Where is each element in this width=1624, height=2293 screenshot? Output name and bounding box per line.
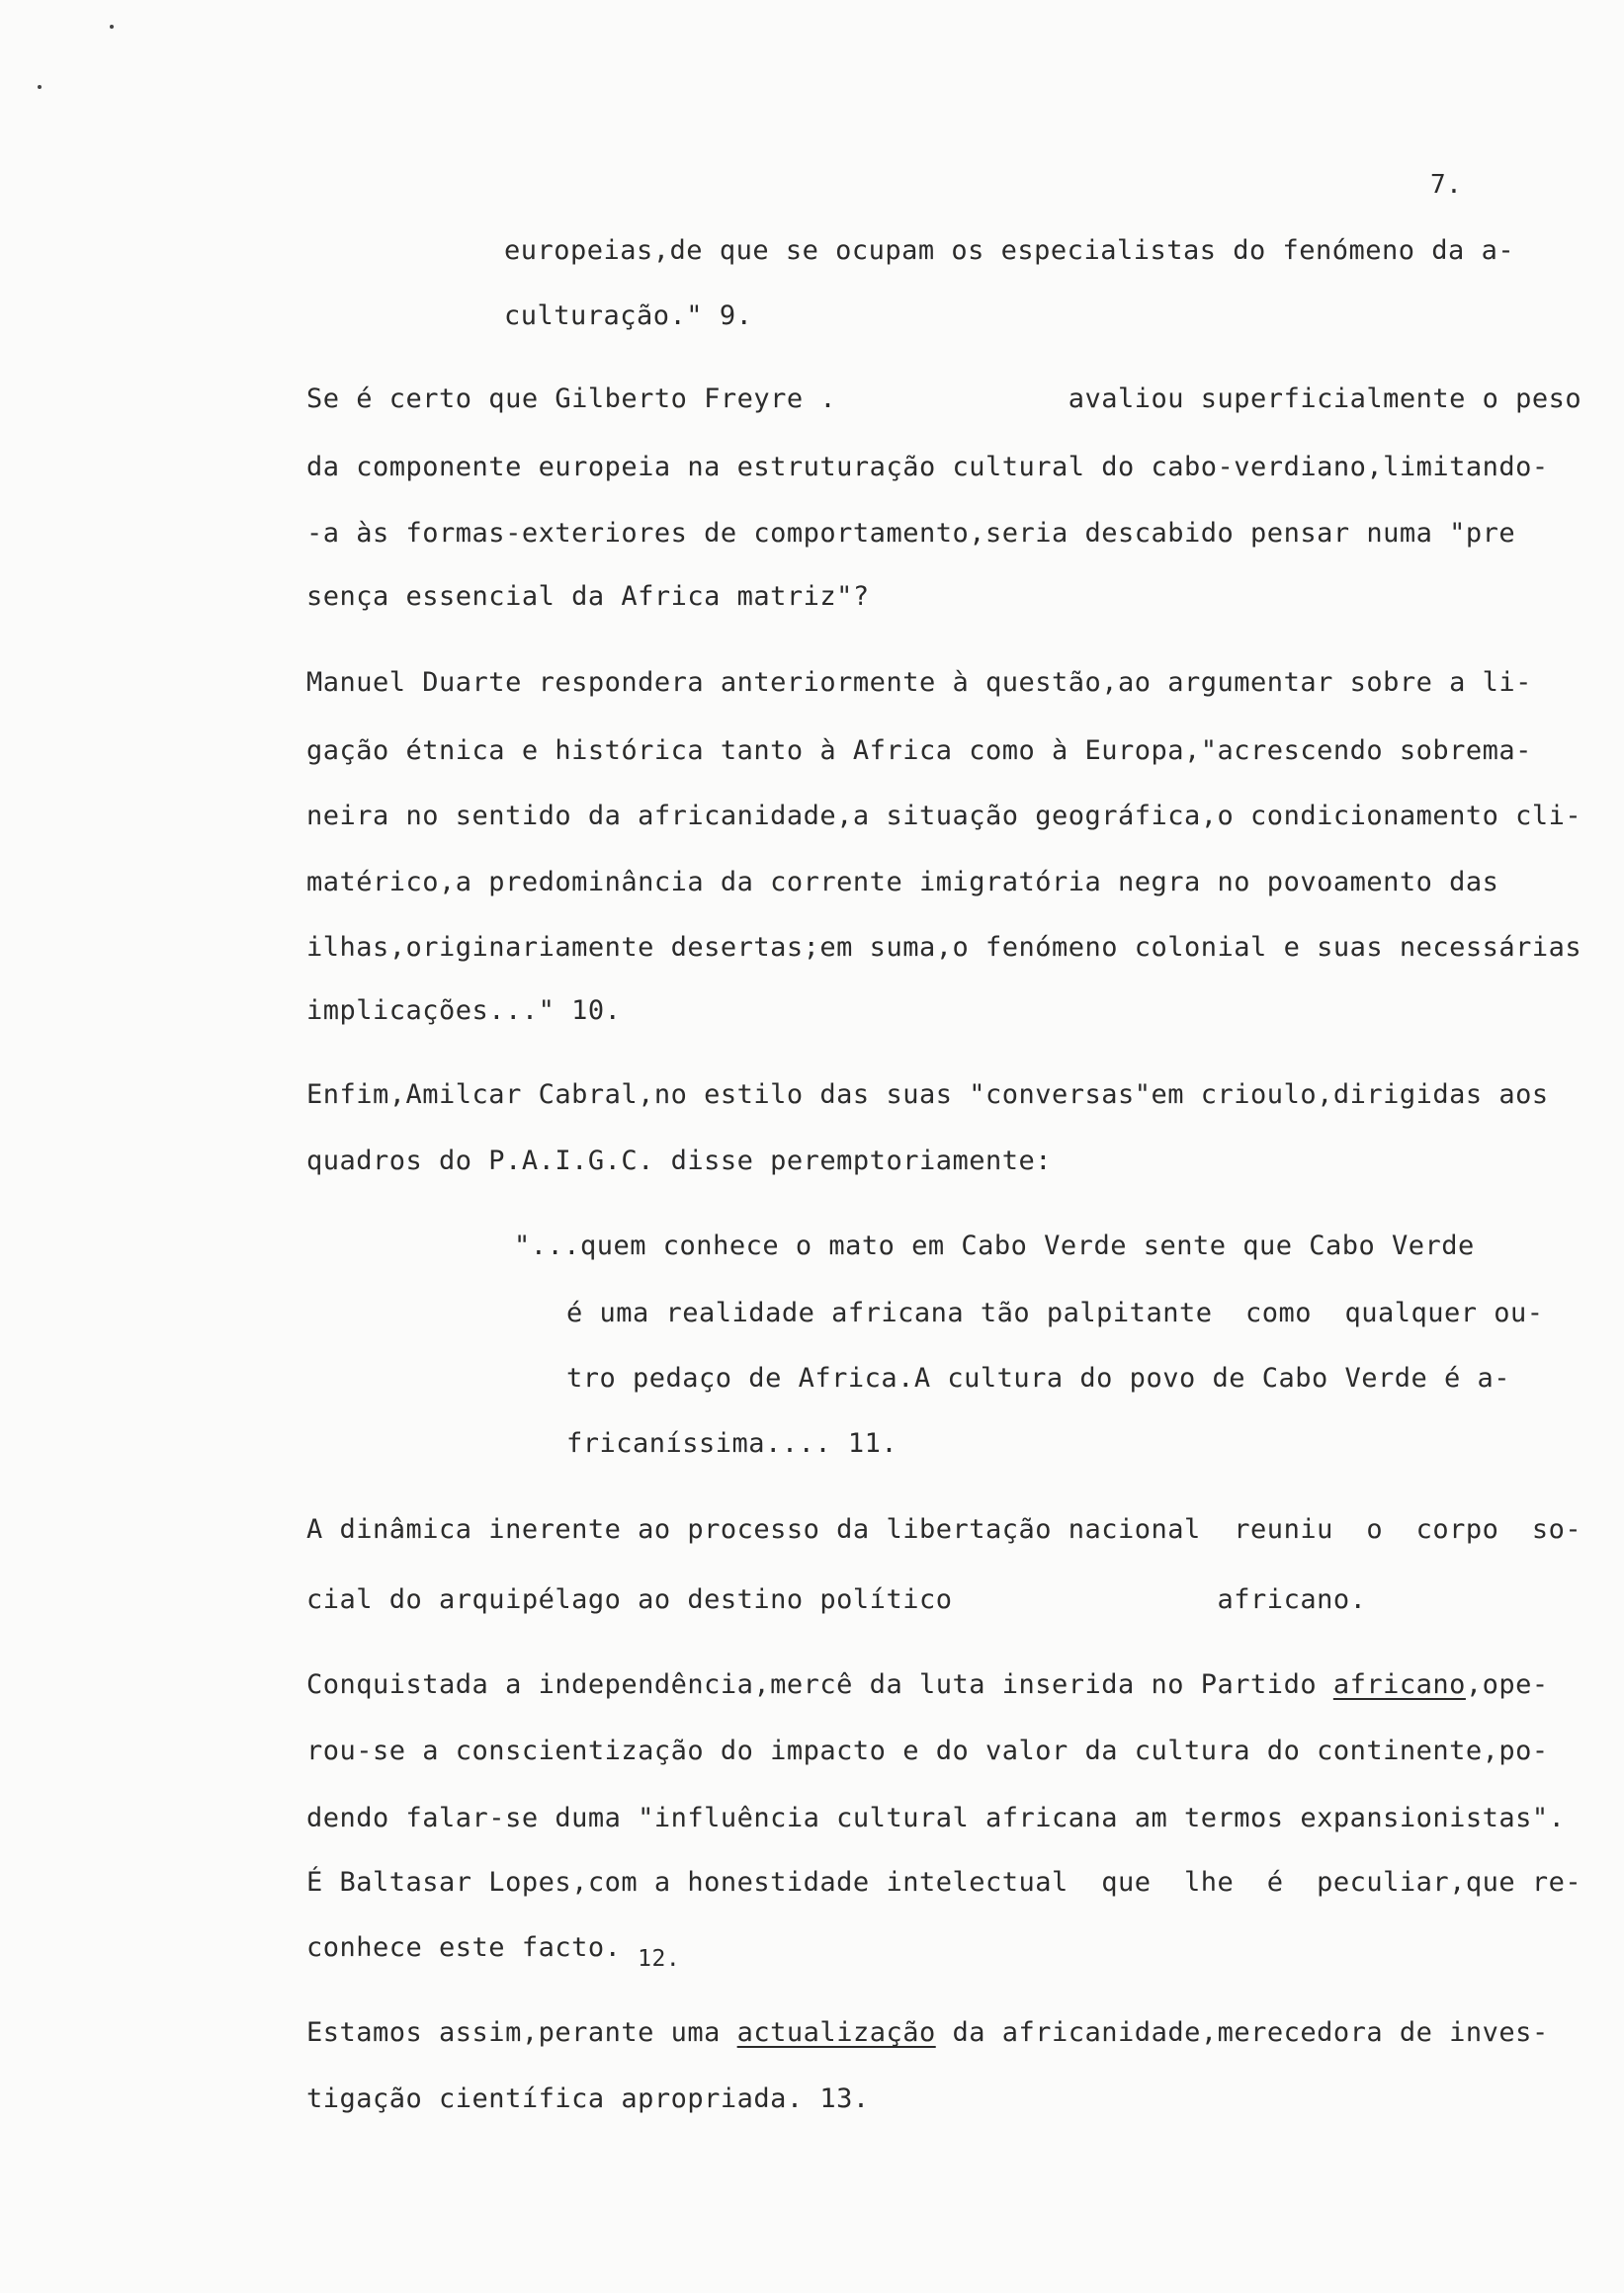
text-line: cial do arquipélago ao destino político africano. — [306, 1584, 1367, 1615]
text-line: gação étnica e histórica tanto à Africa como à Europa,"acrescendo sobrema- — [306, 735, 1532, 766]
text-segment: Conquistada a independência,mercê da luta inserida no Partido — [306, 1669, 1318, 1700]
text-line: ilhas,originariamente desertas;em suma,o fenómeno colonial e suas necessárias — [306, 932, 1582, 963]
text-segment: da africanidade,merecedora de inves- — [952, 2017, 1549, 2048]
text-line: Se é certo que Gilberto Freyre . avaliou superficialmente o peso — [306, 383, 1582, 414]
text-line: Enfim,Amilcar Cabral,no estilo das suas "conversas"em crioulo,dirigidas aos — [306, 1079, 1549, 1110]
text-line: sença essencial da Africa matriz"? — [306, 581, 870, 612]
text-line: da componente europeia na estruturação cultural do cabo-verdiano,limitando- — [306, 452, 1549, 482]
text-line: matérico,a predominância da corrente imigratória negra no povoamento das — [306, 867, 1499, 897]
text-line: tigação científica apropriada. 13. — [306, 2083, 870, 2114]
text-line — [306, 1930, 681, 1972]
text-line: Manuel Duarte respondera anteriormente à questão,ao argumentar sobre a li- — [306, 667, 1532, 698]
text-segment: Estamos assim,perante uma — [306, 2017, 721, 2048]
quote-line: fricaníssima.... 11. — [566, 1428, 898, 1459]
page-number: 7. — [1430, 170, 1463, 200]
text-segment: ,ope- — [1465, 1669, 1549, 1700]
quote-line: "...quem conhece o mato em Cabo Verde sente que Cabo Verde — [514, 1231, 1475, 1261]
text-line — [306, 1667, 1549, 1703]
text-line: europeias,de que se ocupam os especialistas do fenómeno da a- — [504, 235, 1515, 266]
text-line: culturação." 9. — [504, 300, 753, 331]
quote-line: é uma realidade africana tão palpitante como qualquer ou- — [566, 1298, 1544, 1328]
text-line — [306, 2015, 1549, 2051]
text-line: É Baltasar Lopes,com a honestidade intelectual que lhe é peculiar,que re- — [306, 1867, 1582, 1898]
underlined-word: africano — [1332, 1669, 1466, 1700]
margin-speck — [38, 85, 42, 89]
footnote-ref: 12. — [638, 1946, 681, 1972]
text-line: quadros do P.A.I.G.C. disse peremptoriamente: — [306, 1146, 1052, 1176]
text-line: rou-se a conscientização do impacto e do valor da cultura do continente,po- — [306, 1736, 1549, 1766]
text-line: dendo falar-se duma "influência cultural africana am termos expansionistas". — [306, 1803, 1566, 1833]
text-segment: conhece este facto. — [306, 1932, 622, 1963]
quote-line: tro pedaço de Africa.A cultura do povo de Cabo Verde é a- — [566, 1363, 1511, 1394]
margin-speck — [110, 25, 114, 29]
text-line: implicações..." 10. — [306, 995, 622, 1026]
text-line: -a às formas-exteriores de comportamento,seria descabido pensar numa "pre — [306, 518, 1516, 549]
underlined-word: actualização — [736, 2017, 936, 2048]
text-line: neira no sentido da africanidade,a situação geográfica,o condicionamento cli- — [306, 801, 1582, 831]
text-line: A dinâmica inerente ao processo da libertação nacional reuniu o corpo so- — [306, 1514, 1582, 1545]
